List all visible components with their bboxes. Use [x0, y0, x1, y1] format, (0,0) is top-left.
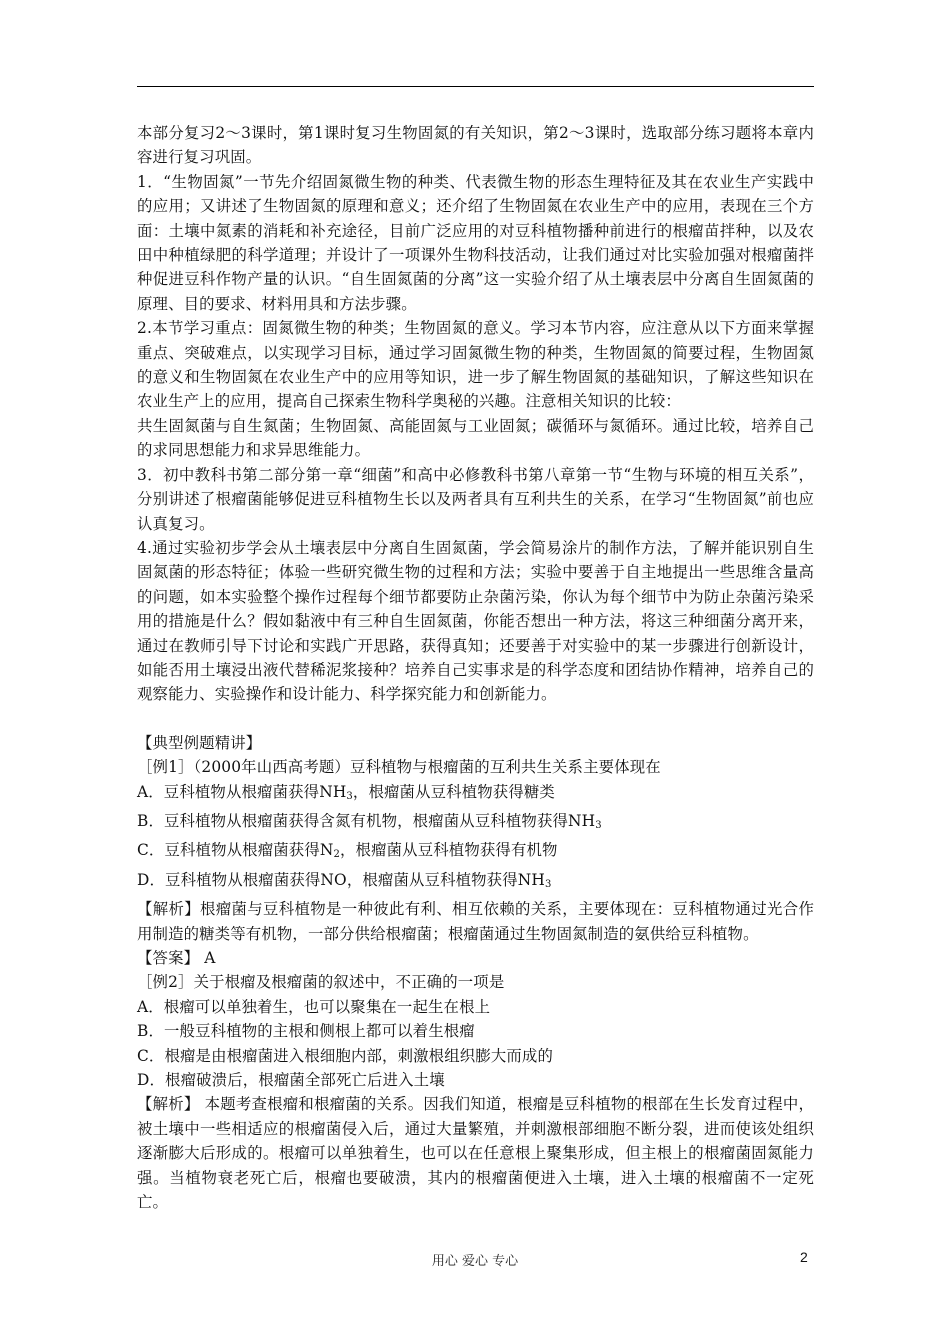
point-4: 4.通过实验初步学会从土壤表层中分离自生固氮菌，学会简易涂片的制作方法，了解并能识别自生固氮菌的形态特征；体验一些研究微生物的过程和方法；实验中要善于自主地提出一些思维含量高的问题，如本实验整个操作过程每个细节都要防止杂菌污染，你认为每个细节中为防止杂菌污染采用的措施是什么？假如黏液中有三种自生固氮菌，你能否想出一种方法，将这三种细菌分离开来，通过在教师引导下讨论和实践广开思路，获得真知；还要善于对实验中的某一步骤进行创新设计，如能否用土壤浸出液代替稀泥浆接种？培养自己实事求是的科学态度和团结协作精神，培养自己的观察能力、实验操作和设计能力、科学探究能力和创新能力。 — [137, 538, 814, 704]
example-1-question: ［例1］（2000年山西高考题）豆科植物与根瘤菌的互利共生关系主要体现在 — [137, 758, 661, 777]
example-2-option-a: A．根瘤可以单独着生，也可以聚集在一起生在根上 — [137, 997, 491, 1016]
footer-text: 用心 爱心 专心 — [431, 1254, 519, 1269]
example-1-option-b: B．豆科植物从根瘤菌获得含氮有机物，根瘤菌从豆科植物获得$NH_3$ — [137, 811, 602, 831]
point-2: 2.本节学习重点：固氮微生物的种类；生物固氮的意义。学习本节内容，应注意从以下方面来掌握重点、突破难点，以实现学习目标，通过学习固氮微生物的种类，生物固氮的简要过程，生物固氮的意义和生物固氮在农业生产中的应用等知识，进一步了解生物固氮的基础知识，了解这些知识在农业生产上的应用，提高自己探索生物科学奥秘的兴趣。注意相关知识的比较： — [137, 319, 814, 411]
intro-paragraph: 本部分复习2～3课时，第1课时复习生物固氮的有关知识，第2～3课时，选取部分练习题将本章内容进行复习巩固。 — [137, 124, 814, 167]
example-1-option-d: D．豆科植物从根瘤菌获得NO，根瘤菌从豆科植物获得$NH_3$ — [137, 870, 552, 890]
example-2-option-d: D．根瘤破溃后，根瘤菌全部死亡后进入土壤 — [137, 1071, 445, 1090]
point-3: 3．初中教科书第二部分第一章“细菌”和高中必修教科书第八章第一节“生物与环境的相互关系”，分别讲述了根瘤菌能够促进豆科植物生长以及两者具有互利共生的关系，在学习“生物固氮”前也应认真复习。 — [137, 465, 814, 533]
header-rule — [137, 86, 814, 87]
example-1-answer: 【答案】 A — [137, 949, 216, 967]
example-1-option-c: C．豆科植物从根瘤菌获得$N_2$，根瘤菌从豆科植物获得有机物 — [137, 841, 558, 861]
document-body — [137, 121, 814, 1214]
point-2-comparison: 共生固氮菌与自生氮菌；生物固氮、高能固氮与工业固氮；碳循环与氮循环。通过比较，培养自己的求同思想能力和求异思维能力。 — [137, 416, 814, 460]
point-1: 1．“生物固氮”一节先介绍固氮微生物的种类、代表微生物的形态生理特征及其在农业生产实践中的应用；又讲述了生物固氮的原理和意义；还介绍了生物固氮在农业生产中的应用，表现在三个方面：土壤中氮素的消耗和补充途径，目前广泛应用的对豆科植物播种前进行的根瘤苗拌种，以及农田中种植绿肥的科学道理；并设计了一项课外生物科技活动，让我们通过对比实验加强对根瘤菌拌种促进豆科作物产量的认识。“自生固氮菌的分离”这一实验介绍了从土壤表层中分离自生固氮菌的原理、目的要求、材料用具和方法步骤。 — [137, 172, 814, 313]
example-2-question: ［例2］关于根瘤及根瘤菌的叙述中，不正确的一项是 — [137, 973, 505, 992]
example-1-analysis: 【解析】根瘤菌与豆科植物是一种彼此有利、相互依赖的关系，主要体现在：豆科植物通过光合作用制造的糖类等有机物，一部分供给根瘤菌；根瘤菌通过生物固氮制造的氨供给豆科植物。 — [137, 900, 814, 943]
page-number: 2 — [800, 1249, 808, 1265]
section-title: 【典型例题精讲】 — [137, 733, 262, 752]
example-2-analysis: 【解析】 本题考查根瘤和根瘤菌的关系。因我们知道，根瘤是豆科植物的根部在生长发育过程中，被土壤中一些相适应的根瘤菌侵入后，通过大量繁殖，并刺激根部细胞不断分裂，进而使该处组织逐渐膨大后形成的。根瘤可以单独着生，也可以在任意根上聚集形成，但主根上的根瘤菌固氮能力强。当植物衰老死亡后，根瘤也要破溃，其内的根瘤菌便进入土壤，进入土壤的根瘤菌不一定死亡。 — [137, 1095, 814, 1212]
example-2-option-c: C．根瘤是由根瘤菌进入根细胞内部，刺激根组织膨大而成的 — [137, 1046, 553, 1065]
example-1-option-a: A．豆科植物从根瘤菌获得$NH_3$，根瘤菌从豆科植物获得糖类 — [137, 782, 555, 802]
spacer — [137, 707, 814, 731]
example-2-option-b: B．一般豆科植物的主根和侧根上都可以着生根瘤 — [137, 1022, 475, 1041]
